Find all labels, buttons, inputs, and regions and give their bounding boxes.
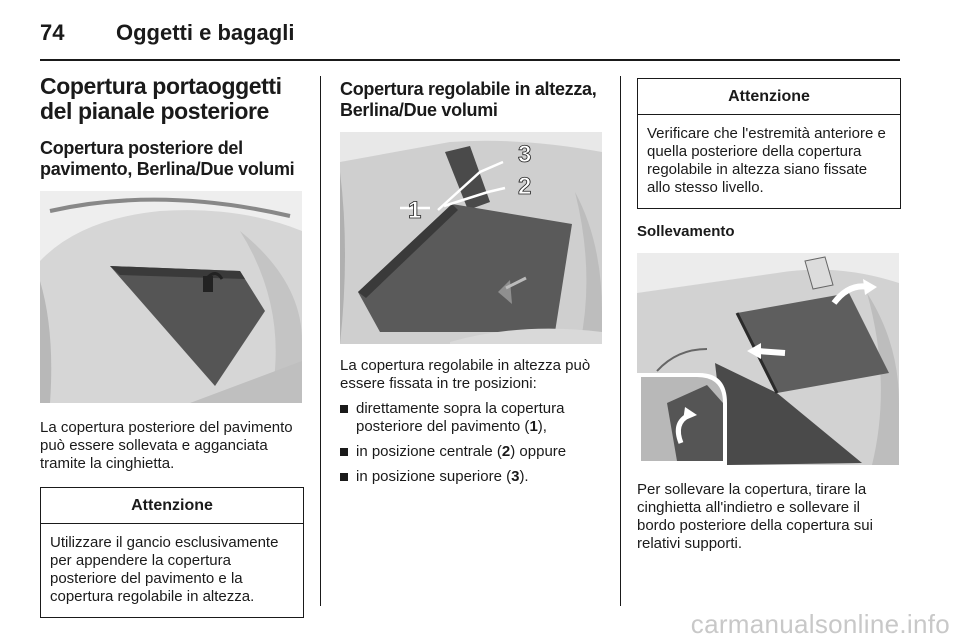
bullet-icon — [340, 473, 348, 481]
position-list — [340, 400, 604, 486]
section-heading: Sollevamento — [637, 223, 735, 240]
list-item: direttamente sopra la copertura posteriore del pavimento (1), — [340, 400, 604, 436]
bullet-icon — [340, 405, 348, 413]
callout-3: 3 — [518, 141, 532, 168]
notice-title: Attenzione — [638, 79, 900, 115]
chapter-title: Oggetti e bagagli — [116, 20, 295, 45]
list-item: in posizione centrale (2) oppure — [340, 443, 604, 461]
bullet-icon — [340, 448, 348, 456]
notice-box — [637, 78, 901, 209]
notice-text: Verificare che l'estremità anteriore e quella posteriore della copertura regolabile in altezza siano fissate allo stesso livello. — [647, 125, 886, 196]
page-number: 74 — [40, 20, 65, 45]
callout-2: 2 — [518, 173, 532, 200]
list-item: in posizione superiore (3). — [340, 468, 604, 486]
watermark: carmanualsonline.info — [690, 609, 950, 639]
column-2 — [340, 74, 604, 486]
callout-1: 1 — [408, 197, 422, 224]
body-paragraph: Per sollevare la copertura, tirare la cinghietta all'indietro e sollevare il bordo posteriore della copertura sui relativi supporti. — [637, 481, 873, 552]
notice-box — [40, 487, 304, 618]
notice-title: Attenzione — [41, 488, 303, 524]
column-divider — [320, 76, 321, 606]
column-divider — [620, 76, 621, 606]
column-1 — [40, 74, 304, 618]
body-paragraph: La copertura regolabile in altezza può essere fissata in tre posizioni: — [340, 357, 591, 392]
floor-cover-photo — [40, 191, 302, 403]
section-title: Copertura portaoggetti del pianale posteriore — [40, 73, 282, 124]
header-rule — [40, 59, 900, 61]
column-3 — [637, 74, 901, 553]
notice-text: Utilizzare il gancio esclusivamente per appendere la copertura posteriore del pavimento e la copertura regolabile in altezza. — [50, 534, 279, 605]
body-paragraph: La copertura posteriore del pavimento può essere sollevata e agganciata tramite la cinghietta. — [40, 419, 293, 472]
subsection-title: Copertura posteriore del pavimento, Berlina/Due volumi — [40, 138, 295, 179]
subsection-title: Copertura regolabile in altezza, Berlina/Due volumi — [340, 79, 597, 120]
adjustable-cover-photo — [340, 132, 602, 344]
lifting-photo — [637, 253, 899, 465]
page-header — [40, 14, 900, 54]
